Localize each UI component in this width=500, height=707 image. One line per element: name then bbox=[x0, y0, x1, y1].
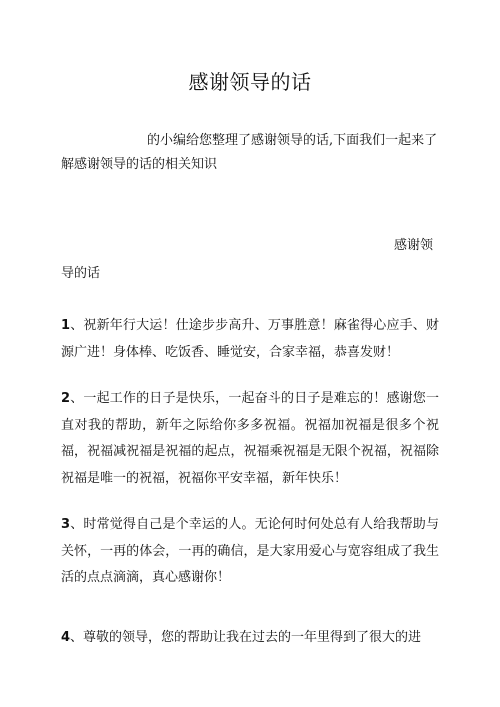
list-item-number: 3 bbox=[61, 517, 71, 532]
list-item-number: 4 bbox=[61, 630, 71, 645]
list-item-text: 、时常觉得自己是个幸运的人。无论何时何处总有人给我帮助与关怀，一再的体会，一再的确信，是大家用爱心与宽容组成了我生活的点点滴滴，真心感谢你！ bbox=[61, 517, 439, 585]
list-item bbox=[61, 313, 439, 366]
list-item-text: 、一起工作的日子是快乐，一起奋斗的日子是难忘的！感谢您一直对我的帮助，新年之际给你多多祝福。祝福加祝福是很多个祝福，祝福减祝福是祝福的起点，祝福乘祝福是无限个祝福，祝福除祝福是唯一的祝福，祝福你平安幸福，新年快乐！ bbox=[61, 391, 439, 486]
intro-paragraph: 的小编给您整理了感谢领导的话,下面我们一起来了解感谢领导的话的相关知识 bbox=[61, 133, 438, 172]
list-item bbox=[61, 512, 439, 592]
list-item bbox=[61, 386, 439, 492]
section-heading: 感谢领导的话 bbox=[61, 238, 434, 281]
list-item-number: 1 bbox=[61, 318, 71, 333]
document-title: 感谢领导的话 bbox=[188, 70, 312, 94]
list-item bbox=[61, 625, 439, 652]
list-item-number: 2 bbox=[61, 391, 71, 406]
list-item-text: 、尊敬的领导，您的帮助让我在过去的一年里得到了很大的进 bbox=[70, 630, 422, 645]
list-item-text: 、祝新年行大运！仕途步步高升、万事胜意！麻雀得心应手、财源广进！身体棒、吃饭香、睡觉安，合家幸福，恭喜发财！ bbox=[61, 318, 439, 360]
